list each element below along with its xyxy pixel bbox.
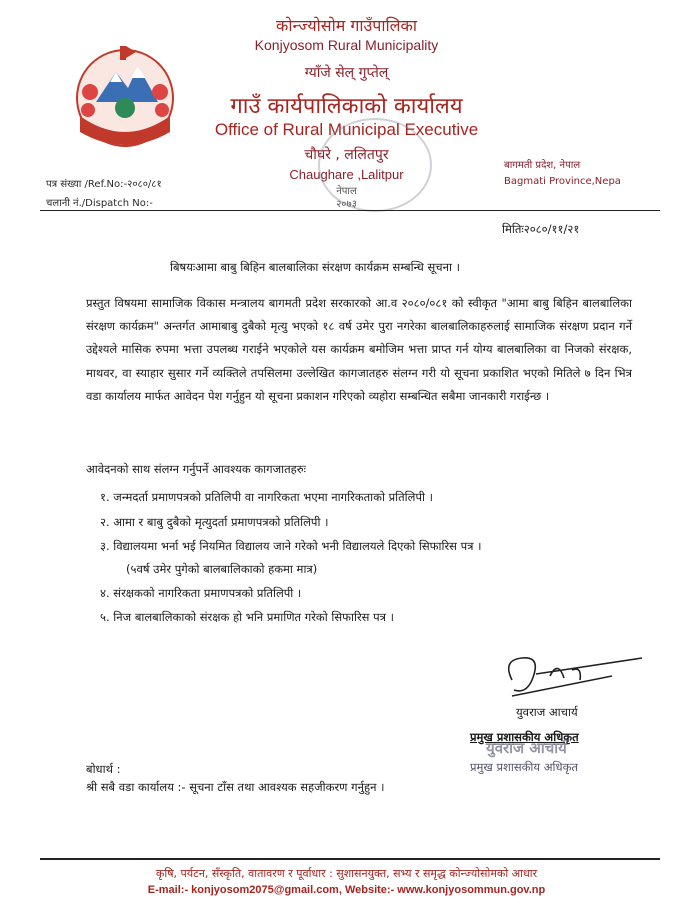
docs-heading: आवेदनको साथ संलग्न गर्नुपर्ने आवश्यक कागजातहरुः <box>86 462 306 476</box>
doc-item-3-note: (५वर्ष उमेर पुगेको बालबालिकाको हकमा मात्र) <box>126 562 318 576</box>
municipality-name-en: Konjyosom Rural Municipality <box>254 37 439 53</box>
cc-label: बोधार्थ : <box>86 762 121 776</box>
footer-divider <box>40 858 660 860</box>
signatory-title: प्रमुख प्रशासकीय अधिकृत <box>470 730 579 744</box>
location-np: चौघरे , ललितपुर <box>304 147 389 163</box>
footer-contact: E-mail:- konjyosom2075@gmail.com, Website:- www.konjyosommun.gov.np <box>147 884 546 896</box>
stamp-text-year: २०७३ <box>336 199 357 210</box>
reference-number: पत्र संख्या /Ref.No:-२०८०/८१ <box>46 179 162 190</box>
office-name-np: गाउँ कार्यपालिकाको कार्यालय <box>230 94 463 119</box>
province-en: Bagmati Province,Nepa <box>504 176 621 187</box>
signatory-name: युवराज आचार्य <box>516 705 578 719</box>
office-stamp <box>318 118 432 212</box>
handwritten-signature <box>492 640 652 708</box>
letter-date: मितिः२०८०/११/२१ <box>502 222 580 236</box>
letter-subject: बिषयःआमा बाबु बिहिन बालबालिका संरक्षण कार्यक्रम सम्बन्धि सूचना । <box>170 260 460 274</box>
doc-item-1: १. जन्मदर्ता प्रमाणपत्रको प्रतिलिपी वा नागरिकता भएमा नागरिकताको प्रतिलिपी । <box>100 490 433 504</box>
body-paragraph: प्रस्तुत विषयमा सामाजिक विकास मन्त्रालय बागमती प्रदेश सरकारको आ.व २०८०/०८१ को स्वीकृत "आमा बाबु बिहिन बालबालिका संरक्षण कार्यक्रम" अन्तर्गत आमाबाबु दुबैको मृत्यु भएको १८ वर्ष उमेर पुरा नगरेका बालबालिकाहरुलाई सामाजिक संरक्षण प्रदान गर्ने उद्देश्यले मासिक रुपमा भत्ता उपलब्ध गराईने भएकोले यस कार्यक्रम बमोजिम भत्ता प्राप्त गर्न योग्य बालबालिका वा निजको संरक्षक, माथवर, वा स्याहार सुसार गर्ने व्यक्तिले तपसिलमा उल्लेखित कागजातहरु संलग्न गरी यो सूचना प्रकाशित भएको मितिले ७ दिन भित्र वडा कार्यालय मार्फत आवेदन पेश गर्नुहुन यो सूचना प्रकाशन गरिएको व्यहोरा सम्बन्धित सबैमा जानकारी गराईन्छ । <box>86 296 632 403</box>
municipality-name-np: कोन्ज्योसोम गाउँपालिका <box>276 16 417 35</box>
municipality-name-tamang: ग्याँजे सेल् गुप्तेल् <box>304 65 389 81</box>
location-en: Chaughare ,Lalitpur <box>289 167 404 182</box>
stamp-signatory-name: युवराज आचार्य <box>486 739 567 757</box>
doc-item-2: २. आमा र बाबु दुबैको मृत्युदर्ता प्रमाणपत्रको प्रतिलिपी । <box>100 515 329 529</box>
footer-slogan: कृषि, पर्यटन, सँस्कृति, वातावरण र पूर्वाधार : सुशासनयुक्त, सभ्य र समृद्ध कोन्ज्योसोमको आधार <box>155 867 538 880</box>
stamp-signatory-title: प्रमुख प्रशासकीय अधिकृत <box>470 760 578 774</box>
doc-item-4: ४. संरक्षकको नागरिकता प्रमाणपत्रको प्रतिलिपी । <box>100 586 302 600</box>
province-np: बागमती प्रदेश, नेपाल <box>504 160 581 171</box>
doc-item-3: ३. विद्यालयमा भर्ना भई नियमित विद्यालय जाने गरेको भनी विद्यालयले दिएको सिफारिस पत्र । <box>100 539 482 553</box>
dispatch-number: चलानी नं./Dispatch No:- <box>46 198 153 209</box>
office-name-en: Office of Rural Municipal Executive <box>214 120 479 139</box>
cc-line: श्री सबै वडा कार्यालय :- सूचना टाँस तथा आवश्यक सहजीकरण गर्नुहुन । <box>86 780 385 794</box>
header-divider <box>40 210 660 211</box>
doc-item-5: ५. निज बालबालिकाको संरक्षक हो भनि प्रमाणित गरेको सिफारिस पत्र । <box>100 610 394 624</box>
stamp-text-nepal: नेपाल <box>336 186 357 197</box>
